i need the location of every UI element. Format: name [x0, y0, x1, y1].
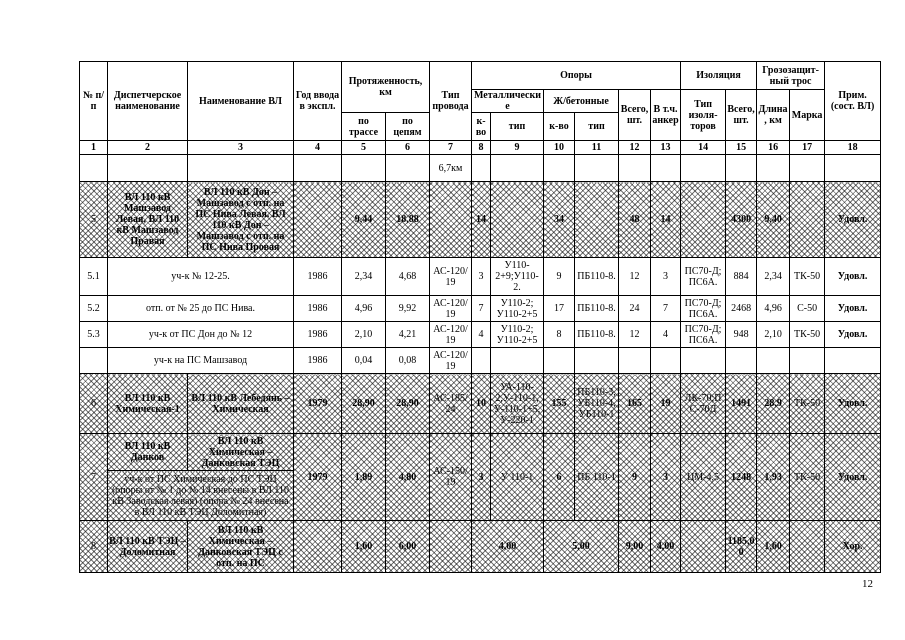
note-cell: Удовл.	[825, 258, 881, 296]
row-number: 5.1	[80, 258, 108, 296]
header-insulator-type: Тип изоля-торов	[681, 90, 726, 141]
gw-brand-cell: ТК-50	[790, 434, 825, 521]
col-number: 11	[575, 141, 619, 155]
col-number: 8	[472, 141, 491, 155]
header-insulator-total: Всего, шт.	[726, 90, 757, 141]
metal-count-cell: 3	[472, 258, 491, 296]
concrete-count-cell: 6	[544, 434, 575, 521]
length-route-cell: 1,89	[342, 434, 386, 521]
gw-brand-cell: ТК-50	[790, 322, 825, 348]
col-number: 16	[757, 141, 790, 155]
length-chains-cell: 28,90	[386, 374, 430, 434]
insulator-total-cell: 4300	[726, 182, 757, 258]
length-chains-cell: 9,92	[386, 296, 430, 322]
length-chains-cell: 4,80	[386, 434, 430, 521]
table-row	[80, 374, 881, 434]
note-cell: Удовл.	[825, 296, 881, 322]
insulator-total-cell: 2468	[726, 296, 757, 322]
insulator-type-cell: ЦМ-4,5	[681, 434, 726, 521]
anchor-cell: 19	[651, 374, 681, 434]
col-number: 9	[491, 141, 544, 155]
total-supports-cell: 24	[619, 296, 651, 322]
header-note: Прим. (сост. ВЛ)	[825, 62, 881, 141]
line-name-cell: ВЛ 110 кВ Химическая – Данковская ТЭЦ с отп. на ПС	[188, 521, 294, 573]
gw-brand-cell: ТК-50	[790, 258, 825, 296]
metal-type-cell: У110-2; У110-2+5	[491, 322, 544, 348]
length-route-cell: 28,90	[342, 374, 386, 434]
anchor-cell: 4,00	[651, 521, 681, 573]
concrete-count-cell: 8	[544, 322, 575, 348]
concrete-count-cell: 5,00	[544, 521, 619, 573]
row-number: 6	[80, 374, 108, 434]
table-row	[80, 434, 881, 471]
header-total-pcs: Всего, шт.	[619, 90, 651, 141]
table-row	[80, 182, 881, 258]
anchor-cell: 7	[651, 296, 681, 322]
length-chains-cell: 4,21	[386, 322, 430, 348]
insulator-type-cell: ПС70-Д; ПС6А.	[681, 258, 726, 296]
table-row	[80, 155, 881, 182]
concrete-type-cell: ПБ110-8.	[575, 296, 619, 322]
note-cell: Хор.	[825, 521, 881, 573]
length-chains-cell: 18,88	[386, 182, 430, 258]
insulator-type-cell: ПС70-Д; ПС6А.	[681, 322, 726, 348]
section-cell: уч-к № 12-25.	[108, 258, 294, 296]
dispatch-name-cell: ВЛ 110 кВ Данков	[108, 434, 188, 471]
total-supports-cell: 12	[619, 258, 651, 296]
col-number: 13	[651, 141, 681, 155]
gw-length-cell: 4,96	[757, 296, 790, 322]
length-route-cell: 4,96	[342, 296, 386, 322]
header-concrete-type: тип	[575, 113, 619, 141]
dispatch-name-cell: ВЛ 110 кВ Машзавод Левая, ВЛ 110 кВ Машзавод Правая	[108, 182, 188, 258]
header-length-route: по трассе	[342, 113, 386, 141]
insulator-type-cell: ПС70-Д; ПС6А.	[681, 296, 726, 322]
table-row	[80, 296, 881, 322]
length-route-cell: 2,10	[342, 322, 386, 348]
metal-count-cell: 10	[472, 374, 491, 434]
year-cell: 1986	[294, 296, 342, 322]
length-route-cell: 1,60	[342, 521, 386, 573]
section-cell: уч-к от ПС Химическая до ПС ТЭЦ (опоры от № 1 до № 14 внесены в ВЛ 110 кВ Заводская левая) (опора № 24 внесена в ВЛ 110 кВ ТЭЦ Доломитная)	[108, 471, 294, 521]
section-cell: отп. от № 25 до ПС Нива.	[108, 296, 294, 322]
anchor-cell: 3	[651, 258, 681, 296]
header-length-chains: по цепям	[386, 113, 430, 141]
anchor-cell: 4	[651, 322, 681, 348]
header-incl-anchor: В т.ч. анкер	[651, 90, 681, 141]
year-cell: 1986	[294, 322, 342, 348]
wire-cell: АС-185/24	[430, 374, 472, 434]
year-cell: 1979	[294, 374, 342, 434]
col-number: 12	[619, 141, 651, 155]
header-line-name: Наименование ВЛ	[188, 62, 294, 141]
row-number: 7	[80, 434, 108, 521]
row-number: 5	[80, 182, 108, 258]
wire-cell: АС-120/19	[430, 322, 472, 348]
note-cell: Удовл.	[825, 182, 881, 258]
metal-count-cell: 7	[472, 296, 491, 322]
length-chains-cell: 6,00	[386, 521, 430, 573]
total-supports-cell: 165	[619, 374, 651, 434]
concrete-type-cell: ПБ110-3, УБ110-4, УБ110-1	[575, 374, 619, 434]
concrete-count-cell: 34	[544, 182, 575, 258]
header-dispatch-name: Диспетчерское наименование	[108, 62, 188, 141]
table-row	[80, 258, 881, 296]
metal-count-cell: 14	[472, 182, 491, 258]
anchor-cell: 3	[651, 434, 681, 521]
length-route-cell: 2,34	[342, 258, 386, 296]
length-chains-cell: 0,08	[386, 348, 430, 374]
wire-cell: АС-120/19	[430, 296, 472, 322]
total-supports-cell: 48	[619, 182, 651, 258]
metal-type-cell: У110-2; У110-2+5	[491, 296, 544, 322]
concrete-type-cell: ПБ110-8.	[575, 258, 619, 296]
col-number: 1	[80, 141, 108, 155]
row-number: 5.2	[80, 296, 108, 322]
col-number: 3	[188, 141, 294, 155]
header-concrete-count: к-во	[544, 113, 575, 141]
gw-brand-cell: ТК-50	[790, 374, 825, 434]
insulator-total-cell: 884	[726, 258, 757, 296]
dispatch-name-cell: ВЛ 110 кВ ТЭЦ – Доломитная	[108, 521, 188, 573]
length-route-cell: 0,04	[342, 348, 386, 374]
length-chains-cell: 4,68	[386, 258, 430, 296]
metal-type-cell: У 110-1	[491, 434, 544, 521]
gw-length-cell: 28,9	[757, 374, 790, 434]
gw-length-cell: 1,93	[757, 434, 790, 521]
section-cell: уч-к на ПС Машзавод	[108, 348, 294, 374]
header-concrete: Ж/бетонные	[544, 90, 619, 113]
header-wire-type: Тип провода	[430, 62, 472, 141]
insulator-total-cell: 1185,0 0	[726, 521, 757, 573]
insulator-total-cell: 1248	[726, 434, 757, 521]
col-number: 6	[386, 141, 430, 155]
anchor-cell: 14	[651, 182, 681, 258]
year-cell: 1986	[294, 258, 342, 296]
concrete-count-cell: 155	[544, 374, 575, 434]
gw-brand-cell: С-50	[790, 296, 825, 322]
header-gw-length: Длина, км	[757, 90, 790, 141]
wire-cell: 6,7км	[430, 155, 472, 182]
concrete-count-cell: 17	[544, 296, 575, 322]
header-insulation: Изоляция	[681, 62, 757, 90]
gw-length-cell: 2,34	[757, 258, 790, 296]
table-row	[80, 521, 881, 573]
col-number: 18	[825, 141, 881, 155]
gw-length-cell: 1,60	[757, 521, 790, 573]
metal-count-cell: 4,00	[472, 521, 544, 573]
row-number: 5.3	[80, 322, 108, 348]
concrete-type-cell: ПБ110-8.	[575, 322, 619, 348]
col-number: 5	[342, 141, 386, 155]
note-cell: Удовл.	[825, 374, 881, 434]
total-supports-cell: 12	[619, 322, 651, 348]
header-metal: Металлические	[472, 90, 544, 113]
concrete-count-cell: 9	[544, 258, 575, 296]
col-number: 10	[544, 141, 575, 155]
section-cell: уч-к от ПС Дон до № 12	[108, 322, 294, 348]
row-number: 8	[80, 521, 108, 573]
year-cell: 1979	[294, 434, 342, 521]
header-no: № п/п	[80, 62, 108, 141]
wire-cell: АС-150/19	[430, 434, 472, 521]
insulator-type-cell: ЛК-70;ПС-70Д	[681, 374, 726, 434]
header-metal-type: тип	[491, 113, 544, 141]
wire-cell: АС-120/19	[430, 348, 472, 374]
col-number: 2	[108, 141, 188, 155]
metal-type-cell: УА-110-2,У-110-1, У-110-1+5, У-220-1	[491, 374, 544, 434]
total-supports-cell: 9,00	[619, 521, 651, 573]
total-supports-cell: 9	[619, 434, 651, 521]
dispatch-name-cell: ВЛ 110 кВ Химическая-1	[108, 374, 188, 434]
col-number: 7	[430, 141, 472, 155]
table-row	[80, 322, 881, 348]
header-ground-wire: Грозозащит-ный трос	[757, 62, 825, 90]
line-name-cell: ВЛ 110 кВ Дон – Машзавод с отп. на ПС Нива Левая. ВЛ 110 кВ Дон – Машзавод с отп. на ПС Нива Провая	[188, 182, 294, 258]
col-number: 17	[790, 141, 825, 155]
gw-length-cell: 2,10	[757, 322, 790, 348]
line-name-cell: ВЛ 110 кВ Лебедянь – Химическая	[188, 374, 294, 434]
concrete-type-cell: ПБ 110-1	[575, 434, 619, 521]
wire-cell: АС-120/19	[430, 258, 472, 296]
col-number: 15	[726, 141, 757, 155]
header-supports: Опоры	[472, 62, 681, 90]
insulator-total-cell: 948	[726, 322, 757, 348]
metal-count-cell: 3	[472, 434, 491, 521]
gw-length-cell: 9,40	[757, 182, 790, 258]
col-number: 4	[294, 141, 342, 155]
metal-count-cell: 4	[472, 322, 491, 348]
year-cell: 1986	[294, 348, 342, 374]
length-route-cell: 9,44	[342, 182, 386, 258]
col-number: 14	[681, 141, 726, 155]
header-year: Год ввода в экспл.	[294, 62, 342, 141]
header-length: Протяженность, км	[342, 62, 430, 113]
insulator-total-cell: 1491	[726, 374, 757, 434]
page-number: 12	[862, 578, 873, 590]
note-cell: Удовл.	[825, 434, 881, 521]
line-name-cell: ВЛ 110 кВ Химическая – Данковская ТЭЦ	[188, 434, 294, 471]
metal-type-cell: У110-2+9;У110-2.	[491, 258, 544, 296]
note-cell: Удовл.	[825, 322, 881, 348]
header-gw-brand: Марка	[790, 90, 825, 141]
power-lines-table	[79, 61, 881, 573]
header-metal-count: к-во	[472, 113, 491, 141]
table-row	[80, 348, 881, 374]
